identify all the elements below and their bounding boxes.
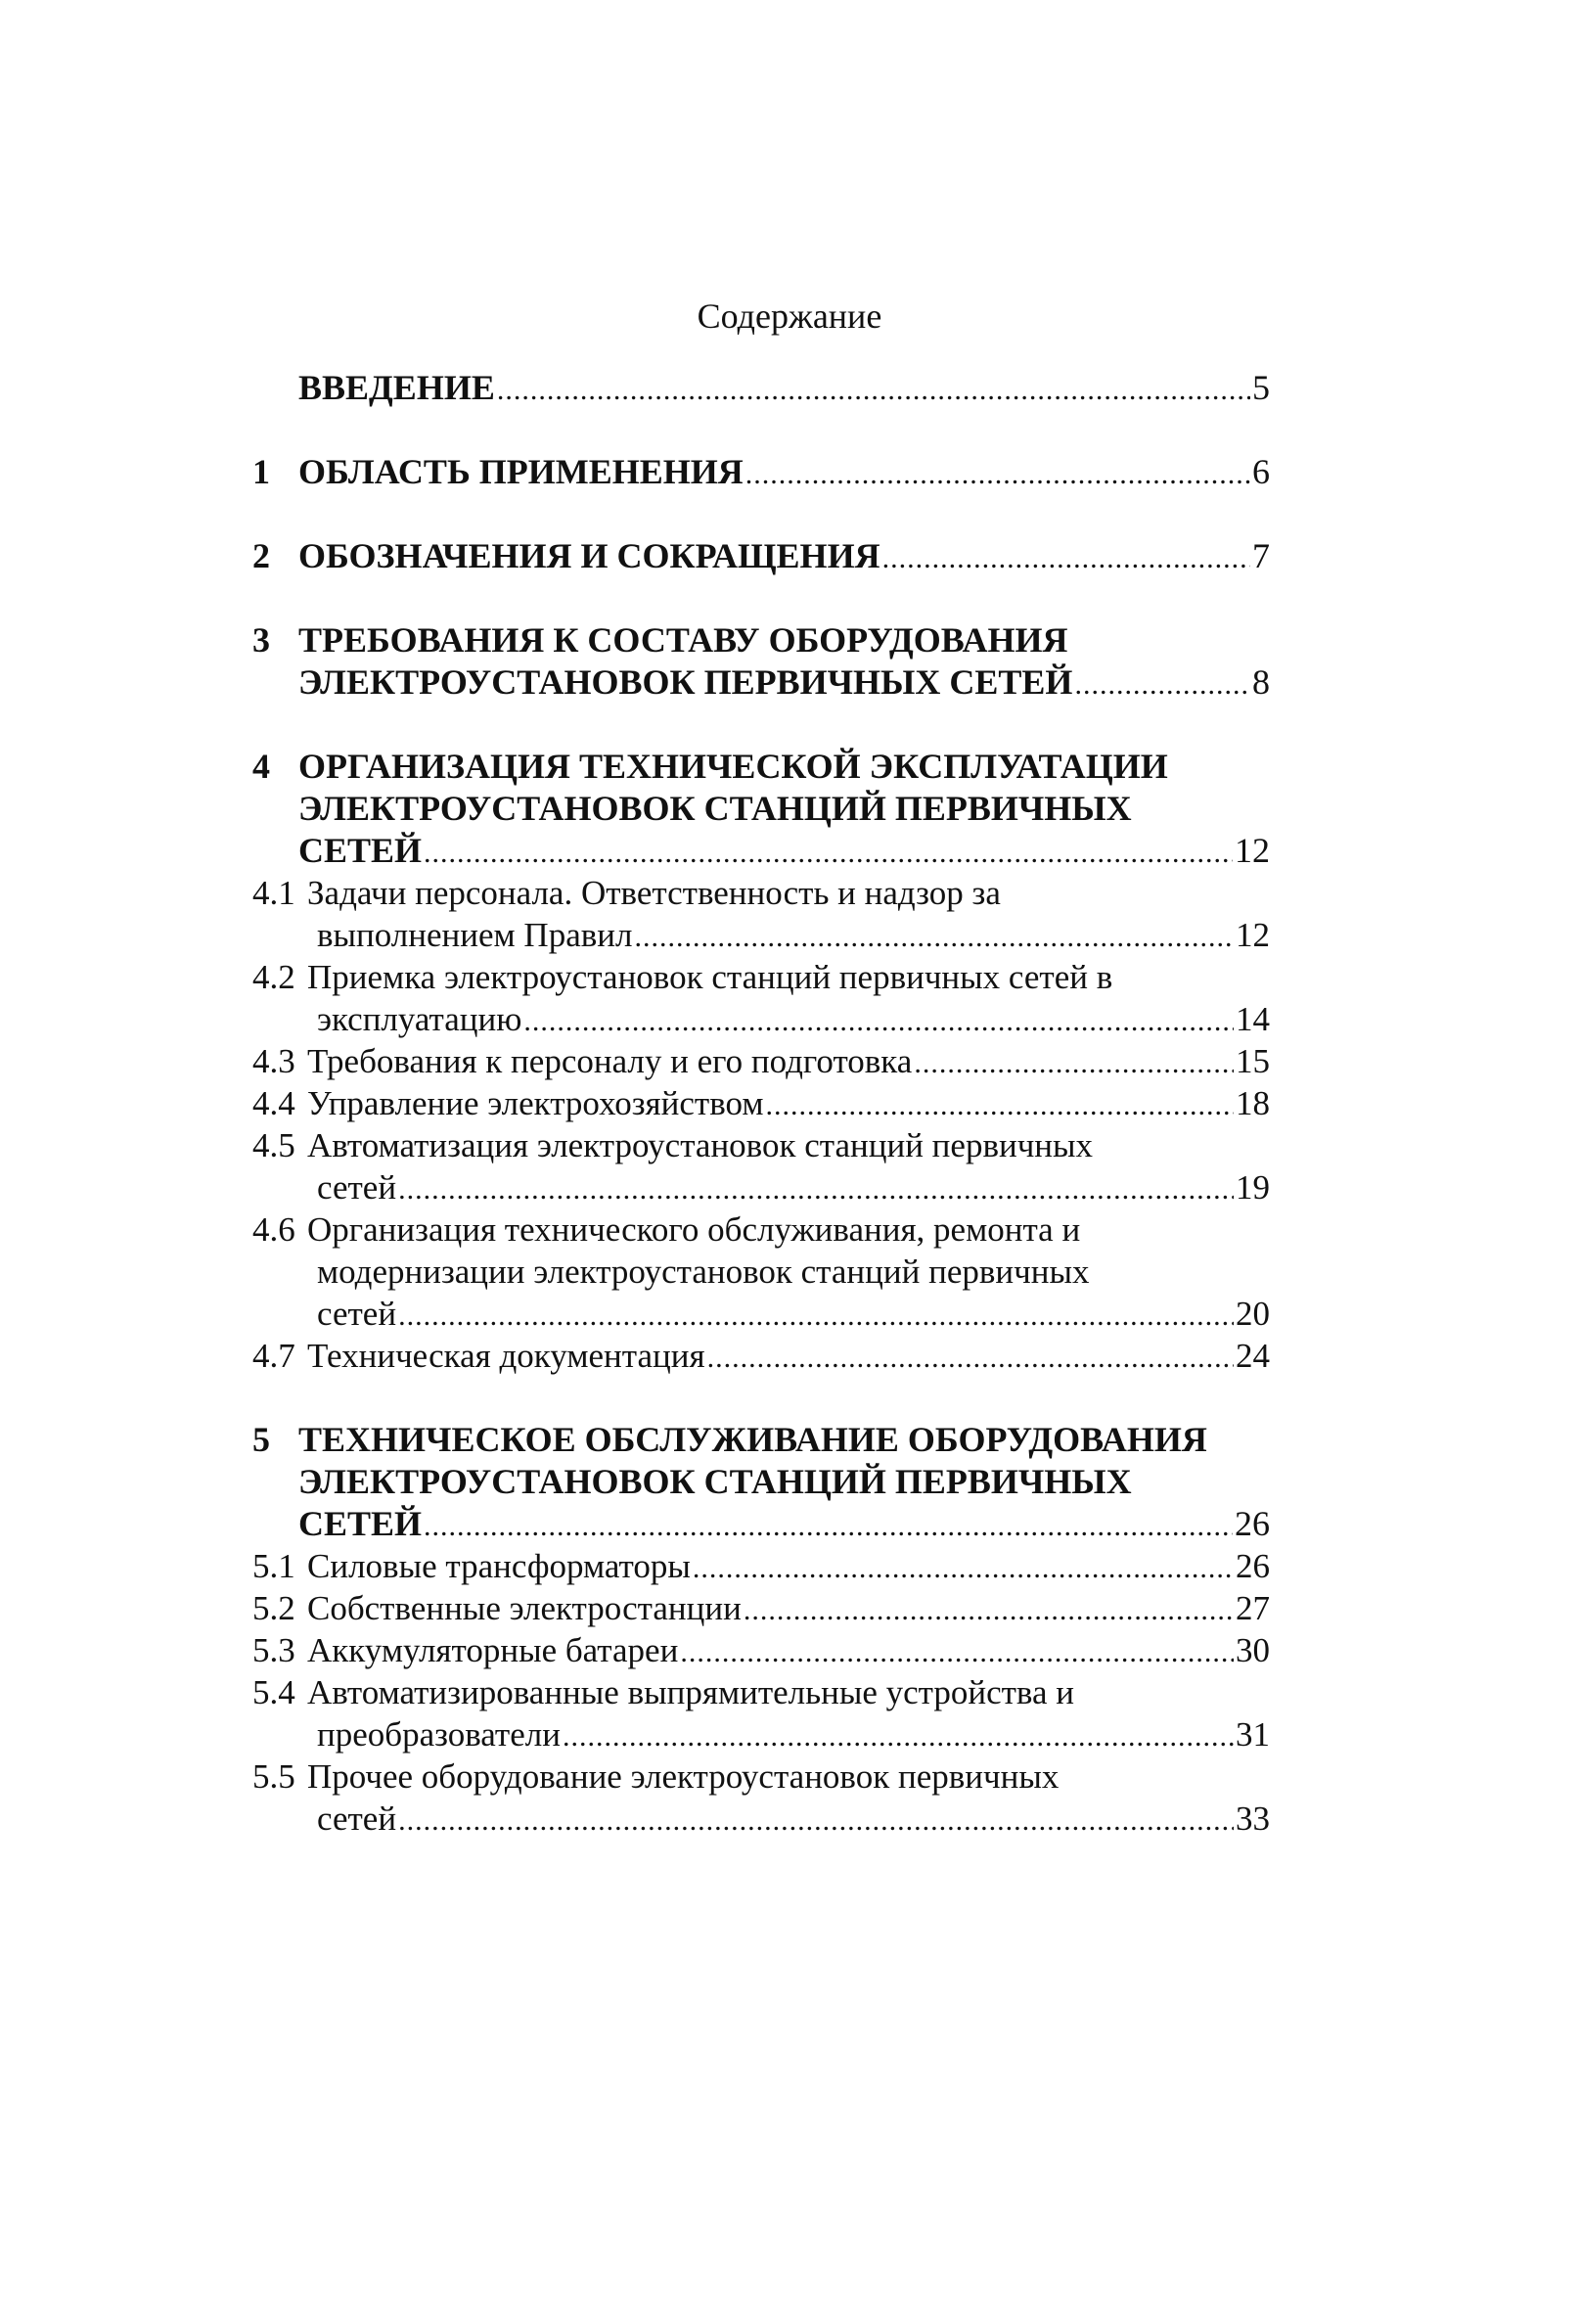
toc-entry-text: Собственные электростанции xyxy=(307,1589,742,1627)
toc-entry-text: ОБЛАСТЬ ПРИМЕНЕНИЯ xyxy=(298,452,744,491)
dot-leader xyxy=(424,832,1233,874)
dot-leader xyxy=(398,1295,1234,1337)
toc-entry-text-line-2: ЭЛЕКТРОУСТАНОВОК СТАНЦИЙ ПЕРВИЧНЫХ xyxy=(298,1462,1132,1501)
toc-page-number: 8 xyxy=(1252,662,1270,702)
dot-leader xyxy=(680,1631,1234,1673)
toc-entry-text-line-2: преобразователи xyxy=(317,1715,561,1754)
toc-entry-text-line-3: СЕТЕЙ xyxy=(298,831,423,870)
toc-page-number: 20 xyxy=(1236,1295,1270,1333)
toc-entry-text-line-1: ТЕХНИЧЕСКОЕ ОБСЛУЖИВАНИЕ ОБОРУДОВАНИЯ xyxy=(298,1420,1207,1459)
toc-entry-section-4-4[interactable] xyxy=(252,1082,1270,1124)
dot-leader xyxy=(765,1084,1234,1126)
toc-page-number: 7 xyxy=(1252,536,1270,575)
toc-entry-section-5-3[interactable] xyxy=(252,1629,1270,1671)
toc-entry-text: Требования к персоналу и его подготовка xyxy=(307,1042,913,1080)
toc-page-number: 33 xyxy=(1236,1800,1270,1838)
toc-entry-text: Техническая документация xyxy=(307,1337,705,1375)
toc-entry-section-5-5[interactable] xyxy=(252,1755,1270,1840)
toc-entry-section-3[interactable] xyxy=(252,619,1270,704)
toc-entry-text-line-1: Автоматизированные выпрямительные устройства и xyxy=(307,1673,1075,1711)
dot-leader xyxy=(523,1000,1234,1042)
toc-section-number: 5.2 xyxy=(252,1589,295,1627)
dot-leader xyxy=(563,1715,1234,1757)
toc-section-number: 4.1 xyxy=(252,874,295,912)
toc-entry-text-line-2: эксплуатацию xyxy=(317,1000,522,1038)
toc-entry-text-line-3: сетей xyxy=(317,1295,397,1333)
toc-entry-section-4-2[interactable] xyxy=(252,956,1270,1040)
toc-entry-section-4-3[interactable] xyxy=(252,1040,1270,1082)
toc-entry-section-2[interactable] xyxy=(252,535,1270,577)
toc-entry-text-line-2: модернизации электроустановок станций первичных xyxy=(317,1253,1090,1291)
toc-entry-section-5-4[interactable] xyxy=(252,1671,1270,1755)
toc-entry-text: Управление электрохозяйством xyxy=(307,1084,764,1122)
toc-page-number: 24 xyxy=(1236,1337,1270,1375)
dot-leader xyxy=(398,1800,1234,1842)
dot-leader xyxy=(1074,663,1250,706)
dot-leader xyxy=(745,453,1250,495)
toc-entry-text-line-2: сетей xyxy=(317,1168,397,1207)
toc-page-number: 6 xyxy=(1252,452,1270,491)
toc-section-number: 4.5 xyxy=(252,1126,295,1164)
table-of-contents xyxy=(252,367,1270,1840)
toc-page-number: 12 xyxy=(1235,831,1270,870)
toc-entry-section-4[interactable] xyxy=(252,746,1270,872)
toc-entry-section-5-1[interactable] xyxy=(252,1545,1270,1587)
toc-entry-text: Аккумуляторные батареи xyxy=(307,1631,679,1669)
toc-entry-text-line-1: Организация технического обслуживания, ремонта и xyxy=(307,1210,1081,1249)
toc-entry-text-line-2: сетей xyxy=(317,1800,397,1838)
toc-entry-section-5-2[interactable] xyxy=(252,1587,1270,1629)
page-title: Содержание xyxy=(697,296,882,336)
toc-section-number: 4.4 xyxy=(252,1084,295,1122)
toc-section-number: 5.1 xyxy=(252,1547,295,1585)
toc-section-number: 5 xyxy=(252,1420,270,1459)
toc-section-number: 4.7 xyxy=(252,1337,295,1375)
toc-entry-text-line-3: СЕТЕЙ xyxy=(298,1504,423,1543)
toc-page-number: 26 xyxy=(1235,1504,1270,1543)
toc-entry-text: Силовые трансформаторы xyxy=(307,1547,691,1585)
toc-section-number: 4.2 xyxy=(252,958,295,996)
dot-leader xyxy=(693,1547,1234,1589)
toc-entry-text-line-1: Приемка электроустановок станций первичных сетей в xyxy=(307,958,1113,996)
toc-section-number: 4 xyxy=(252,747,270,786)
toc-page-number: 27 xyxy=(1236,1589,1270,1627)
dot-leader xyxy=(424,1505,1233,1547)
toc-page-number: 5 xyxy=(1252,368,1270,407)
dot-leader xyxy=(707,1337,1234,1379)
toc-entry-text-line-1: ОРГАНИЗАЦИЯ ТЕХНИЧЕСКОЙ ЭКСПЛУАТАЦИИ xyxy=(298,747,1168,786)
toc-entry-text: ВВЕДЕНИЕ xyxy=(298,368,495,407)
toc-entry-text-line-1: ТРЕБОВАНИЯ К СОСТАВУ ОБОРУДОВАНИЯ xyxy=(298,620,1068,660)
toc-section-number: 1 xyxy=(252,452,270,491)
toc-page-number: 30 xyxy=(1236,1631,1270,1669)
toc-entry-text-line-2: выполнением Правил xyxy=(317,916,633,954)
toc-entry-text-line-2: ЭЛЕКТРОУСТАНОВОК ПЕРВИЧНЫХ СЕТЕЙ xyxy=(298,662,1073,702)
toc-entry-section-5[interactable] xyxy=(252,1419,1270,1545)
toc-entry-section-4-7[interactable] xyxy=(252,1335,1270,1377)
toc-entry-section-4-6[interactable] xyxy=(252,1208,1270,1335)
dot-leader xyxy=(744,1589,1234,1631)
toc-section-number: 2 xyxy=(252,536,270,575)
toc-entry-section-1[interactable] xyxy=(252,451,1270,493)
toc-entry-introduction[interactable] xyxy=(252,367,1270,409)
toc-page-number: 26 xyxy=(1236,1547,1270,1585)
dot-leader xyxy=(914,1042,1234,1084)
toc-entry-text-line-1: Задачи персонала. Ответственность и надзор за xyxy=(307,874,1001,912)
toc-section-number: 5.4 xyxy=(252,1673,295,1711)
toc-section-number: 5.5 xyxy=(252,1757,295,1796)
toc-entry-section-4-1[interactable] xyxy=(252,872,1270,956)
toc-section-number: 4.3 xyxy=(252,1042,295,1080)
dot-leader xyxy=(634,916,1234,958)
toc-page-number: 18 xyxy=(1236,1084,1270,1122)
toc-entry-text: ОБОЗНАЧЕНИЯ И СОКРАЩЕНИЯ xyxy=(298,536,880,575)
toc-section-number: 5.3 xyxy=(252,1631,295,1669)
dot-leader xyxy=(497,369,1250,411)
toc-entry-section-4-5[interactable] xyxy=(252,1124,1270,1208)
toc-entry-text-line-2: ЭЛЕКТРОУСТАНОВОК СТАНЦИЙ ПЕРВИЧНЫХ xyxy=(298,789,1132,828)
toc-page-number: 12 xyxy=(1236,916,1270,954)
toc-page-number: 14 xyxy=(1236,1000,1270,1038)
dot-leader xyxy=(882,537,1250,579)
toc-page-number: 15 xyxy=(1236,1042,1270,1080)
toc-page-number: 19 xyxy=(1236,1168,1270,1207)
toc-section-number: 4.6 xyxy=(252,1210,295,1249)
toc-entry-text-line-1: Прочее оборудование электроустановок первичных xyxy=(307,1757,1060,1796)
dot-leader xyxy=(398,1168,1234,1210)
toc-section-number: 3 xyxy=(252,620,270,660)
toc-entry-text-line-1: Автоматизация электроустановок станций первичных xyxy=(307,1126,1094,1164)
toc-page-number: 31 xyxy=(1236,1715,1270,1754)
